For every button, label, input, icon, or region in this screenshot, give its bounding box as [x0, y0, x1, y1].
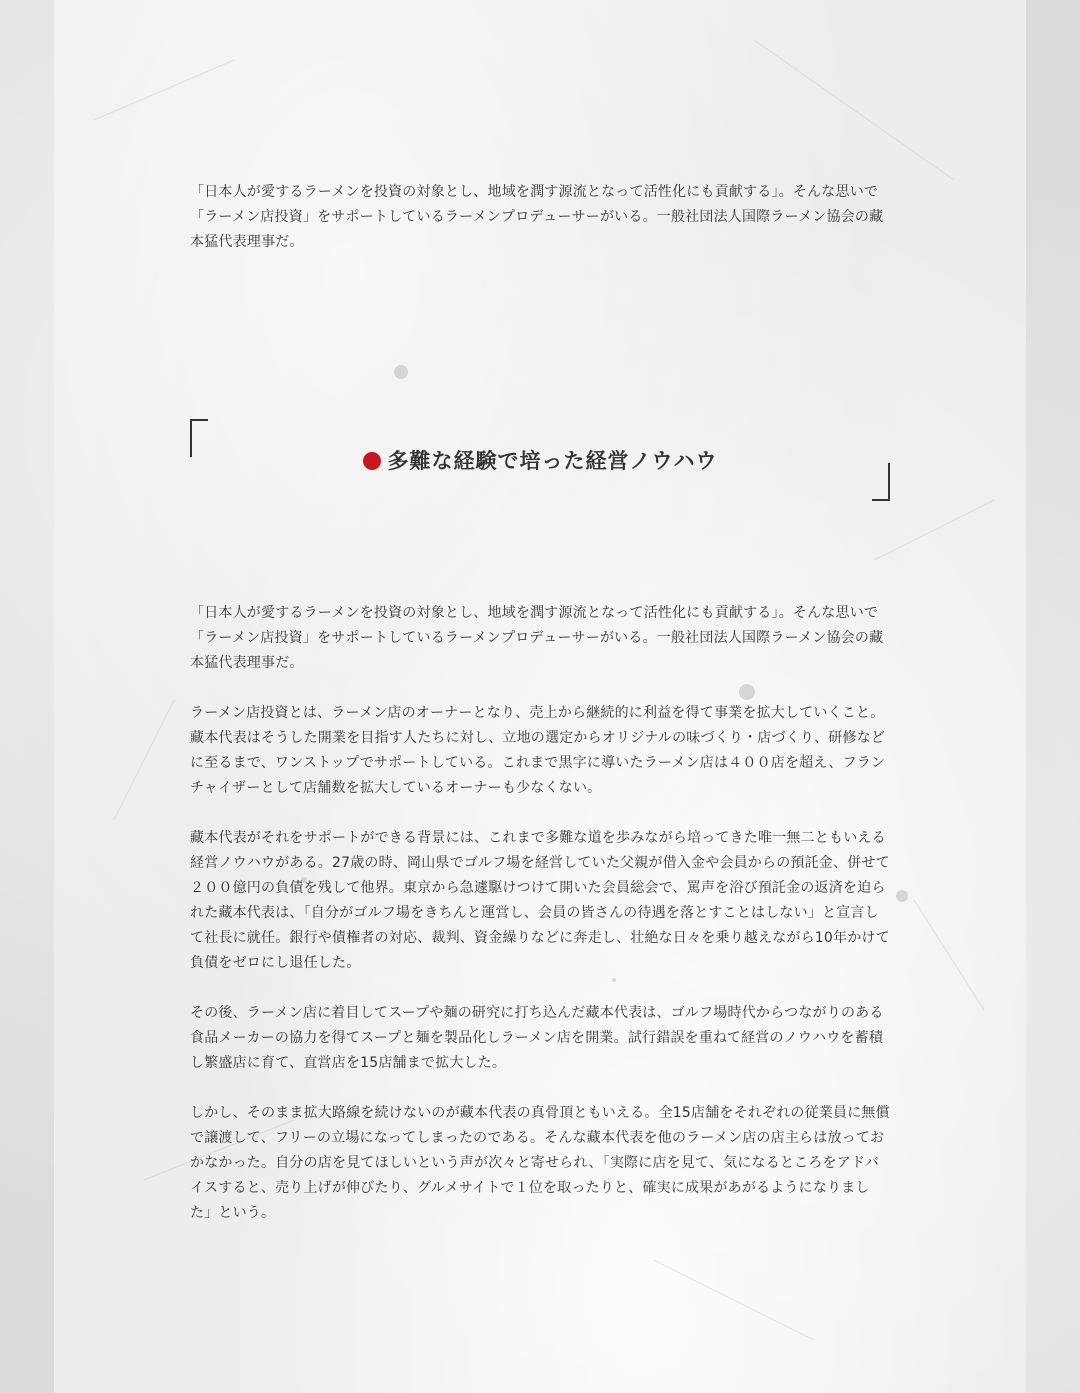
- article-body: [190, 601, 890, 1226]
- section-heading: [190, 445, 890, 475]
- intro-paragraph: 「日本人が愛するラーメンを投資の対象とし、地域を潤す源流となって活性化にも貢献する」。そんな思いで「ラーメン店投資」をサポートしているラーメンプロデューサーがいる。一般社団法人国際ラーメン協会の藏本猛代表理事だ。: [190, 184, 884, 250]
- section-heading-frame: [190, 419, 890, 501]
- body-paragraph-5: しかし、そのまま拡大路線を続けないのが藏本代表の真骨頂ともいえる。全15店舗をそれぞれの従業員に無償で譲渡して、フリーの立場になってしまったのである。そんな藏本代表を他のラーメン店の店主らは放っておかなかった。自分の店を見てほしいという声が次々と寄せられ、「実際に店を見て、気になるところをアドバイスすると、売り上げが伸びたり、グルメサイトで１位を取ったりと、確実に成果があがるようになりました」という。: [190, 1105, 890, 1221]
- body-paragraph-4: その後、ラーメン店に着目してスープや麺の研究に打ち込んだ藏本代表は、ゴルフ場時代からつながりのある食品メーカーの協力を得てスープと麺を製品化しラーメン店を開業。試行錯誤を重ねて経営のノウハウを蓄積し繁盛店に育て、直営店を15店舗まで拡大した。: [190, 1005, 884, 1071]
- section-heading-text: 多難な経験で培った経営ノウハウ: [387, 448, 718, 473]
- red-circle-icon: [363, 452, 381, 470]
- corner-bracket-bottom-right: [872, 463, 890, 501]
- body-paragraph-3: 藏本代表がそれをサポートができる背景には、これまで多難な道を歩みながら培ってきた唯一無二ともいえる経営ノウハウがある。27歳の時、岡山県でゴルフ場を経営していた父親が借入金や会員からの預託金、併せて２００億円の負債を残して他界。東京から急遽駆けつけて開いた会員総会で、罵声を浴び預託金の返済を迫られた藏本代表は、「自分がゴルフ場をきちんと運営し、会員の皆さんの待遇を落とすことはしない」と宣言して社長に就任。銀行や債権者の対応、裁判、資金繰りなどに奔走し、壮絶な日々を乗り越えながら10年かけて負債をゼロにし退任した。: [190, 830, 890, 971]
- intro-section: [190, 180, 890, 255]
- body-paragraph-1: 「日本人が愛するラーメンを投資の対象とし、地域を潤す源流となって活性化にも貢献する」。そんな思いで「ラーメン店投資」をサポートしているラーメンプロデューサーがいる。一般社団法人国際ラーメン協会の藏本猛代表理事だ。: [190, 605, 884, 671]
- body-paragraph-2: ラーメン店投資とは、ラーメン店のオーナーとなり、売上から継続的に利益を得て事業を拡大していくこと。藏本代表はそうした開業を目指す人たちに対し、立地の選定からオリジナルの味づくり・店づくり、研修などに至るまで、ワンストップでサポートしている。これまで黒字に導いたラーメン店は４００店を超え、フランチャイザーとして店舗数を拡大しているオーナーも少なくない。: [190, 705, 886, 796]
